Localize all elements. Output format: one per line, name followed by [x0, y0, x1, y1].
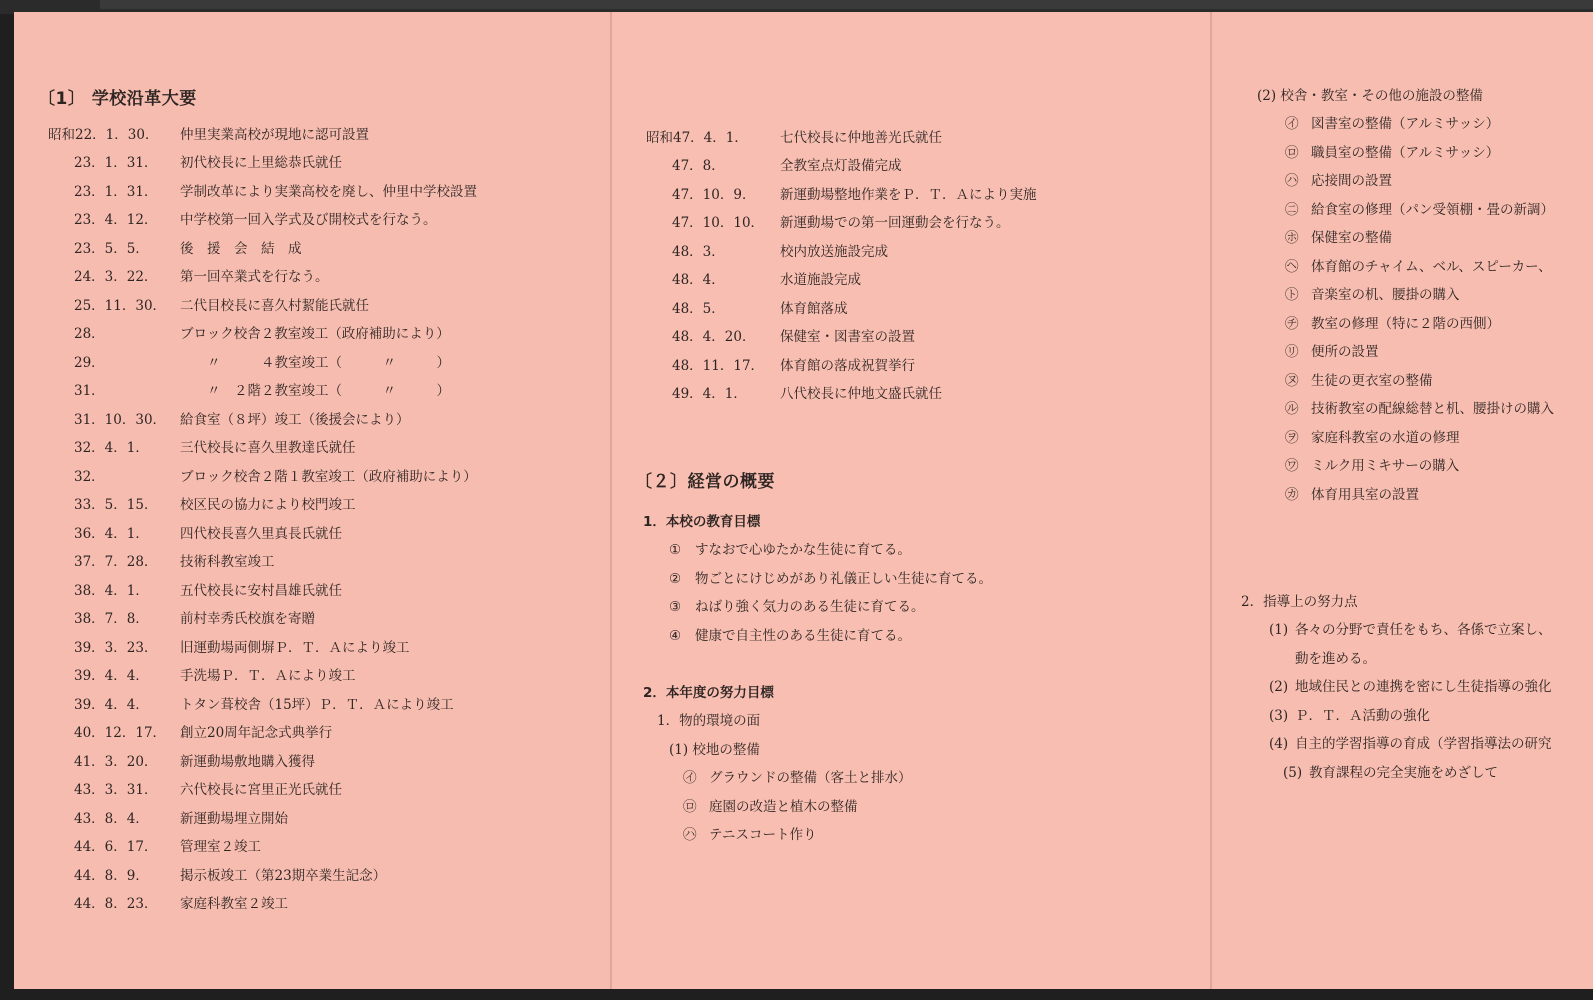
physical-environment-title: 1．物的環境の面 [657, 713, 761, 729]
history-text: 〃 ４教室竣工（ 〃 ） [180, 355, 450, 371]
guidance-item [1295, 649, 1376, 669]
goal-item [669, 597, 925, 617]
history-row [74, 524, 611, 544]
grounds-item [683, 768, 912, 788]
history-row [74, 467, 611, 487]
history-row [74, 581, 611, 601]
history-row [74, 866, 611, 886]
history-text: 体育館落成 [780, 301, 848, 317]
history-date: 昭和47．4．1． [646, 130, 748, 146]
guidance-item [1269, 677, 1552, 697]
facility-marker: ㋣ [1285, 287, 1299, 303]
facility-item [1285, 399, 1554, 419]
grounds-text: テニスコート作り [709, 827, 817, 843]
history-text: 創立20周年記念式典挙行 [180, 725, 333, 741]
history-row [74, 296, 611, 316]
history-text: 第一回卒業式を行なう。 [180, 269, 329, 285]
facility-marker: ㋾ [1285, 430, 1299, 446]
facility-marker: ㋠ [1285, 316, 1299, 332]
history-row [48, 125, 608, 145]
leaflet-panel-middle [611, 12, 1211, 989]
history-row [74, 780, 611, 800]
yearly-efforts-title: 2．本年度の努力目標 [643, 685, 774, 701]
guidance-text: 動を進める。 [1295, 651, 1376, 667]
grounds-marker: ㋺ [683, 799, 697, 815]
history-date: 38．7．8． [74, 611, 149, 627]
guidance-text: Ｐ．Ｔ．Ａ活動の強化 [1295, 708, 1430, 724]
grounds-item [683, 825, 816, 845]
history-row [74, 324, 611, 344]
guidance-item [1269, 620, 1552, 640]
history-text: 〃 ２階２教室竣工（ 〃 ） [180, 383, 450, 399]
facility-item [1285, 200, 1554, 220]
grounds-title: (1) 校地の整備 [669, 742, 760, 758]
goal-text: すなおで心ゆたかな生徒に育てる。 [695, 542, 911, 558]
history-date: 23．1．31． [74, 155, 158, 171]
history-text: 水道施設完成 [780, 272, 861, 288]
history-text: 初代校長に上里総恭氏就任 [180, 155, 342, 171]
history-date: 32．4．1． [74, 440, 149, 456]
history-row [74, 837, 611, 857]
section-2-heading: 〔２〕経営の概要 [635, 472, 775, 492]
goal-marker: ③ [669, 599, 682, 615]
history-date: 39．4．4． [74, 697, 149, 713]
history-text: 新運動場埋立開始 [180, 811, 288, 827]
facility-text: 体育館のチャイム、ベル、スピーカー、 [1311, 259, 1552, 275]
goal-item [669, 626, 911, 646]
history-date: 37．7．28． [74, 554, 158, 570]
facility-marker: ㋺ [1285, 145, 1299, 161]
history-row [74, 552, 611, 572]
history-row [74, 410, 611, 430]
history-row [74, 267, 611, 287]
history-text: 新運動場敷地購入獲得 [180, 754, 315, 770]
guidance-marker: (4) [1269, 736, 1289, 752]
history-text: 保健室・図書室の設置 [780, 329, 915, 345]
history-row [74, 609, 611, 629]
education-goals-title: 1．本校の教育目標 [643, 514, 761, 530]
history-date: 44．8．9． [74, 868, 149, 884]
history-date: 47．8． [672, 158, 725, 174]
facility-item [1285, 171, 1392, 191]
history-date: 31．10．30． [74, 412, 167, 428]
guidance-marker: (1) [1269, 622, 1289, 638]
history-row [74, 638, 611, 658]
goal-text: 物ごとにけじめがあり礼儀正しい生徒に育てる。 [695, 571, 992, 587]
facility-item [1285, 228, 1392, 248]
history-date: 33．5．15． [74, 497, 158, 513]
facility-text: 応接間の設置 [1311, 173, 1392, 189]
goal-item [669, 540, 911, 560]
facility-marker: ㋷ [1285, 344, 1299, 360]
facility-item [1285, 285, 1460, 305]
history-date: 29． [74, 355, 105, 371]
facility-marker: ㋻ [1285, 458, 1299, 474]
history-row [74, 666, 611, 686]
goal-item [669, 569, 992, 589]
history-date: 47．10．10． [672, 215, 765, 231]
history-row [672, 185, 1211, 205]
history-text: 技術科教室竣工 [180, 554, 275, 570]
guidance-marker: (5) [1283, 765, 1303, 781]
guidance-item [1283, 763, 1498, 783]
goal-marker: ② [669, 571, 682, 587]
facility-marker: ㋬ [1285, 259, 1299, 275]
history-date: 49．4．1． [672, 386, 747, 402]
goal-text: ねばり強く気力のある生徒に育てる。 [695, 599, 925, 615]
history-text: 校区民の協力により校門竣工 [180, 497, 356, 513]
facility-item [1285, 485, 1419, 505]
facility-text: 保健室の整備 [1311, 230, 1392, 246]
facility-text: 家庭科教室の水道の修理 [1311, 430, 1460, 446]
history-date: 40．12．17． [74, 725, 167, 741]
history-date: 48．11．17． [672, 358, 765, 374]
history-row [74, 353, 611, 373]
history-row [74, 438, 611, 458]
scan-top-edge-shadow [100, 0, 1593, 9]
history-row [672, 270, 1211, 290]
grounds-item [683, 797, 858, 817]
facility-text: 便所の設置 [1311, 344, 1379, 360]
history-text: 二代目校長に喜久村絜能氏就任 [180, 298, 369, 314]
facility-item [1285, 428, 1460, 448]
history-text: 手洗場Ｐ．Ｔ．Ａにより竣工 [180, 668, 356, 684]
history-date: 44．6．17． [74, 839, 158, 855]
facility-marker: ㋩ [1285, 173, 1299, 189]
grounds-text: グラウンドの整備（客土と排水） [709, 770, 912, 786]
guidance-marker: (3) [1269, 708, 1289, 724]
facility-marker: ㊁ [1285, 202, 1299, 218]
facility-text: 教室の修理（特に２階の西側） [1311, 316, 1500, 332]
history-date: 25．11．30． [74, 298, 167, 314]
guidance-text: 自主的学習指導の育成（学習指導法の研究 [1295, 736, 1552, 752]
history-row [646, 128, 1206, 148]
history-text: 五代校長に安村昌雄氏就任 [180, 583, 342, 599]
history-text: 仲里実業高校が現地に認可設置 [180, 127, 369, 143]
fold-line-right [1210, 12, 1212, 989]
facility-item [1285, 143, 1499, 163]
facility-marker: ㋑ [1285, 116, 1299, 132]
history-row [74, 695, 611, 715]
history-text: 四代校長喜久里真長氏就任 [180, 526, 342, 542]
facility-text: ミルク用ミキサーの購入 [1311, 458, 1460, 474]
facility-text: 給食室の修理（パン受領棚・畳の新調） [1311, 202, 1554, 218]
facility-text: 生徒の更衣室の整備 [1311, 373, 1433, 389]
history-row [74, 239, 611, 259]
guidance-text: 各々の分野で責任をもち、各係で立案し、 [1295, 622, 1552, 638]
fold-line-left [610, 12, 612, 989]
guidance-text: 地域住民との連携を密にし生徒指導の強化 [1295, 679, 1552, 695]
facility-item [1285, 257, 1552, 277]
history-text: 給食室（８坪）竣工（後援会により） [180, 412, 410, 428]
goal-marker: ① [669, 542, 682, 558]
facility-text: 図書室の整備（アルミサッシ） [1311, 116, 1500, 132]
history-text: 全教室点灯設備完成 [780, 158, 902, 174]
history-date: 48．4．20． [672, 329, 756, 345]
guidance-item [1269, 706, 1430, 726]
history-row [74, 894, 611, 914]
section-1-heading: 〔1〕 学校沿革大要 [38, 89, 197, 109]
history-date: 43．3．31． [74, 782, 158, 798]
history-row [672, 213, 1211, 233]
history-date: 38．4．1． [74, 583, 149, 599]
history-row [672, 156, 1211, 176]
grounds-marker: ㋩ [683, 827, 697, 843]
facility-marker: ㋕ [1285, 487, 1299, 503]
leaflet-panel-right [1211, 12, 1593, 989]
history-date: 32． [74, 469, 105, 485]
history-text: 管理室２竣工 [180, 839, 261, 855]
history-text: 八代校長に仲地文盛氏就任 [780, 386, 942, 402]
grounds-text: 庭園の改造と植木の整備 [709, 799, 858, 815]
history-text: ブロック校舎２教室竣工（政府補助により） [180, 326, 450, 342]
history-date: 43．8．4． [74, 811, 149, 827]
history-row [74, 381, 611, 401]
history-date: 28． [74, 326, 105, 342]
history-text: 校内放送施設完成 [780, 244, 888, 260]
guidance-title: 2．指導上の努力点 [1241, 594, 1358, 610]
history-text: ブロック校舎２階１教室竣工（政府補助により） [180, 469, 477, 485]
history-date: 48．3． [672, 244, 725, 260]
facility-marker: ㋭ [1285, 230, 1299, 246]
history-date: 47．10．9． [672, 187, 756, 203]
history-date: 41．3．20． [74, 754, 158, 770]
history-text: 六代校長に宮里正光氏就任 [180, 782, 342, 798]
history-date: 23．4．12． [74, 212, 158, 228]
history-row [74, 153, 611, 173]
facility-marker: ㋦ [1285, 373, 1299, 389]
history-text: 家庭科教室２竣工 [180, 896, 288, 912]
guidance-item [1269, 734, 1552, 754]
history-date: 24．3．22． [74, 269, 158, 285]
history-row [74, 723, 611, 743]
history-date: 39．3．23． [74, 640, 158, 656]
facility-item [1285, 314, 1500, 334]
history-row [74, 210, 611, 230]
history-row [672, 299, 1211, 319]
history-row [74, 809, 611, 829]
history-row [74, 182, 611, 202]
history-text: トタン葺校舎（15坪）Ｐ．Ｔ．Ａにより竣工 [180, 697, 454, 713]
history-date: 48．5． [672, 301, 725, 317]
facility-item [1285, 371, 1433, 391]
facility-item [1285, 342, 1379, 362]
history-text: 後 援 会 結 成 [180, 241, 302, 257]
goal-text: 健康で自主性のある生徒に育てる。 [695, 628, 911, 644]
leaflet-panel-left [14, 12, 611, 989]
goal-marker: ④ [669, 628, 682, 644]
facility-item [1285, 456, 1459, 476]
history-text: 体育館の落成祝賀挙行 [780, 358, 915, 374]
facility-text: 体育用具室の設置 [1311, 487, 1419, 503]
history-text: 新運動場での第一回運動会を行なう。 [780, 215, 1010, 231]
history-text: 旧運動場両側塀Ｐ．Ｔ．Ａにより竣工 [180, 640, 410, 656]
history-row [74, 752, 611, 772]
history-row [672, 242, 1211, 262]
history-text: 中学校第一回入学式及び開校式を行なう。 [180, 212, 437, 228]
history-date: 23．5．5． [74, 241, 149, 257]
grounds-marker: ㋑ [683, 770, 697, 786]
history-row [672, 327, 1211, 347]
history-date: 39．4．4． [74, 668, 149, 684]
history-date: 44．8．23． [74, 896, 158, 912]
facility-text: 技術教室の配線総替と机、腰掛けの購入 [1311, 401, 1554, 417]
history-date: 48．4． [672, 272, 725, 288]
history-row [672, 356, 1211, 376]
history-text: 掲示板竣工（第23期卒業生記念） [180, 868, 387, 884]
history-row [672, 384, 1211, 404]
facilities-title: (2) 校舎・教室・その他の施設の整備 [1257, 88, 1483, 104]
guidance-marker: (2) [1269, 679, 1289, 695]
history-text: 新運動場整地作業をＰ．Ｔ．Ａにより実施 [780, 187, 1037, 203]
facility-text: 職員室の整備（アルミサッシ） [1311, 145, 1500, 161]
history-date: 23．1．31． [74, 184, 158, 200]
facility-marker: ㋸ [1285, 401, 1299, 417]
facility-item [1285, 114, 1499, 134]
history-row [74, 495, 611, 515]
guidance-text: 教育課程の完全実施をめざして [1309, 765, 1498, 781]
history-text: 七代校長に仲地善光氏就任 [780, 130, 942, 146]
history-text: 前村幸秀氏校旗を寄贈 [180, 611, 315, 627]
history-text: 三代校長に喜久里教達氏就任 [180, 440, 356, 456]
history-date: 31． [74, 383, 105, 399]
history-date: 36．4．1． [74, 526, 149, 542]
history-date: 昭和22．1．30． [48, 127, 159, 143]
facility-text: 音楽室の机、腰掛の購入 [1311, 287, 1460, 303]
history-text: 学制改革により実業高校を廃し、仲里中学校設置 [180, 184, 477, 200]
